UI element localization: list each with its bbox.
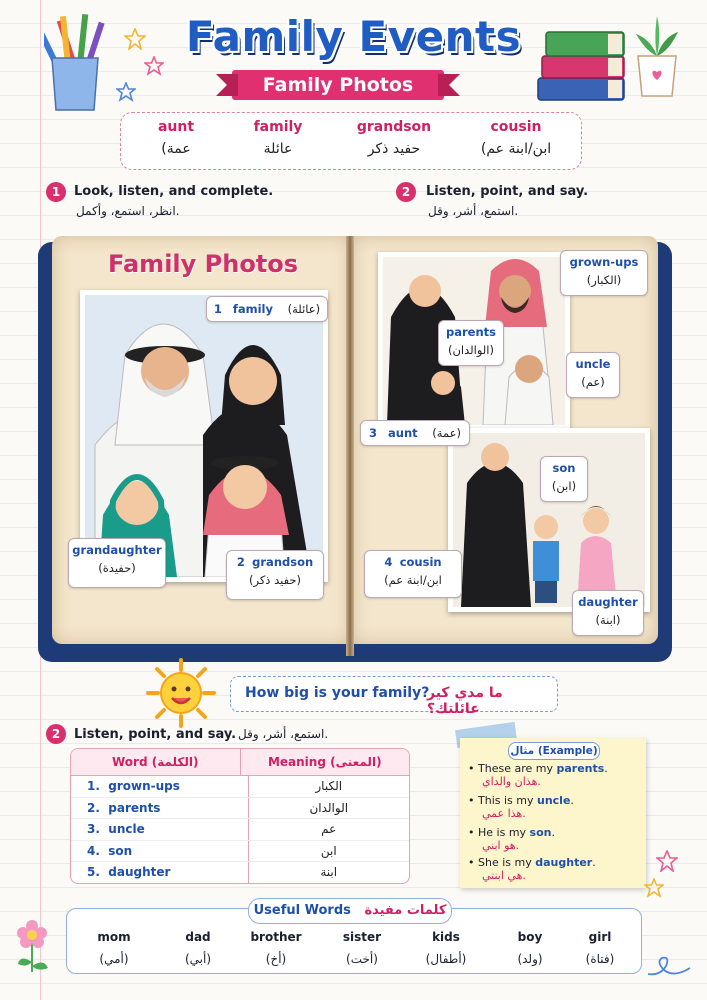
row-meaning: الوالدان (309, 800, 349, 815)
vocab-arabic: عائلة (263, 141, 293, 157)
label-number: 2 (236, 555, 245, 569)
row-word: grown-ups (108, 779, 180, 793)
vocab-arabic: (عمة (161, 141, 191, 157)
star-icon (656, 850, 678, 872)
label-number: 1 (213, 302, 222, 316)
row-number: 5. (87, 865, 100, 879)
example-item: • These are my parents. هذان والداي. (468, 762, 608, 788)
label-english: uncle (575, 357, 611, 371)
section-number-badge: 2 (46, 724, 66, 744)
question-arabic: ما مدي كير عائلتك؟ (427, 685, 503, 717)
example-text: She is my (478, 856, 536, 869)
label-arabic: (الكبار) (586, 273, 622, 287)
instruction-number-badge: 2 (396, 182, 416, 202)
example-arabic: هو ابني. (482, 839, 520, 852)
label-english: daughter (578, 595, 638, 609)
label-grown-ups (560, 250, 648, 296)
row-word: parents (108, 800, 161, 815)
table-row (71, 776, 409, 798)
useful-word-english: brother (250, 930, 302, 944)
label-family (206, 296, 328, 322)
useful-word-english: sister (342, 930, 382, 944)
row-meaning: عم (321, 822, 337, 836)
row-number: 3. (87, 822, 100, 836)
family-illustration (85, 295, 323, 577)
example-item: • She is my daughter. هي ابنتي. (468, 856, 596, 882)
useful-word-english: boy (517, 930, 543, 944)
label-number: 3 (369, 426, 378, 440)
book-spine (346, 236, 354, 656)
label-arabic: (حفيد ذكر) (248, 573, 302, 587)
star-icon (644, 878, 664, 898)
useful-word-arabic: (أبي) (184, 952, 212, 966)
label-granddaughter (68, 538, 166, 588)
header-word: Word (الكلمة) (71, 749, 241, 775)
useful-words-title-arabic: كلمات مفيدة (364, 903, 447, 918)
useful-word-arabic: (أخت) (346, 952, 378, 966)
useful-word (560, 930, 640, 966)
label-grandson (226, 550, 324, 600)
label-aunt (360, 420, 470, 446)
label-cousin (364, 550, 462, 598)
question-bubble (230, 676, 558, 717)
vocab-item (121, 119, 231, 157)
instruction-one-english: Look, listen, and complete. (74, 184, 274, 199)
example-keyword: uncle (536, 794, 571, 807)
useful-word-arabic: (أطفال) (425, 952, 467, 966)
useful-word-english: mom (97, 930, 131, 944)
instruction-two-english: Listen, point, and say. (426, 184, 589, 199)
label-uncle (566, 352, 620, 398)
swirl-doodle-icon (646, 950, 692, 980)
example-punct: . (570, 794, 574, 807)
book-heading: Family Photos (108, 250, 299, 278)
example-title: مثال (Example) (508, 742, 600, 760)
useful-word (158, 930, 238, 966)
instruction-number-badge: 1 (46, 182, 66, 202)
row-number: 4. (87, 843, 100, 858)
useful-word-arabic: (أمي) (99, 952, 129, 966)
example-arabic: هذا عمي. (482, 807, 526, 820)
useful-word (322, 930, 402, 966)
header-meaning: Meaning (المعنى) (267, 755, 382, 769)
row-meaning: الكبار (315, 779, 343, 793)
label-arabic: (الوالدان) (447, 343, 494, 357)
example-punct: . (604, 762, 608, 775)
vocabulary-box (120, 112, 582, 170)
word-meaning-table (70, 748, 410, 884)
label-arabic: (عائلة) (287, 302, 321, 316)
label-arabic: (ابن) (551, 479, 577, 493)
row-word: daughter (108, 865, 171, 879)
vocab-english: grandson (356, 119, 432, 135)
vocab-english: aunt (157, 119, 195, 135)
label-daughter (572, 590, 644, 636)
row-word: uncle (108, 822, 145, 836)
useful-word-english: kids (432, 930, 460, 944)
label-number: 4 (384, 555, 393, 569)
useful-word-arabic: (ولد) (517, 952, 543, 966)
example-arabic: هذان والداي. (482, 775, 541, 788)
row-meaning: ابنة (320, 865, 338, 879)
label-english: grandson (252, 555, 314, 569)
vocab-item (461, 119, 571, 157)
label-arabic: (عمة) (432, 426, 461, 440)
label-arabic: (ابنة) (595, 613, 621, 627)
label-parents (438, 320, 504, 366)
potted-plant-icon (632, 14, 682, 100)
vocab-english: cousin (490, 119, 542, 135)
example-text: This is my (478, 794, 537, 807)
label-arabic: (عم) (581, 375, 605, 389)
label-english: son (552, 461, 576, 475)
example-text: These are my (478, 762, 557, 775)
label-arabic: (ابن/ابنة عم (384, 573, 442, 587)
label-english: aunt (388, 426, 418, 440)
subtitle-ribbon: Family Photos (232, 70, 444, 100)
star-icon (116, 82, 136, 102)
label-son (540, 456, 588, 502)
label-english: family (232, 302, 273, 316)
flower-icon (12, 914, 58, 974)
example-keyword: son (529, 826, 552, 839)
question-english: How big is your family? (245, 685, 430, 701)
example-text: He is my (478, 826, 530, 839)
label-english: grandaughter (72, 543, 162, 557)
example-punct: . (551, 826, 555, 839)
table-row (71, 862, 409, 883)
example-item: • This is my uncle. هذا عمي. (468, 794, 574, 820)
row-word: son (108, 843, 133, 858)
useful-word-arabic: (فتاة) (585, 952, 615, 966)
section-two-arabic: استمع، أشر، وقل. (238, 727, 329, 741)
example-punct: . (592, 856, 596, 869)
useful-word-arabic: (أخ) (265, 952, 287, 966)
useful-word-english: dad (185, 930, 211, 944)
useful-words-title-english: Useful Words (253, 903, 351, 918)
label-english: cousin (399, 555, 442, 569)
example-arabic: هي ابنتي. (482, 869, 526, 882)
table-row (71, 819, 409, 841)
instruction-one-arabic: انظر، استمع، وأكمل. (76, 204, 180, 218)
row-meaning: ابن (320, 843, 337, 858)
instruction-two-arabic: استمع، أشر، وقل. (428, 204, 519, 218)
useful-word (74, 930, 154, 966)
useful-word-english: girl (588, 930, 612, 944)
example-keyword: daughter (535, 856, 593, 869)
row-number: 2. (87, 800, 100, 815)
section-two-english: Listen, point, and say. (74, 727, 237, 742)
example-keyword: parents (556, 762, 605, 775)
table-row (71, 798, 409, 820)
label-arabic: (حفيدة) (98, 561, 136, 575)
label-english: parents (446, 325, 496, 339)
sun-icon (146, 658, 216, 728)
label-english: grown-ups (569, 255, 639, 269)
vocab-item (339, 119, 449, 157)
vocab-arabic: حفيد ذكر (367, 141, 421, 157)
example-item: • He is my son. هو ابني. (468, 826, 555, 852)
vocab-english: family (253, 119, 303, 135)
row-number: 1. (87, 779, 100, 793)
useful-words-title (248, 898, 452, 924)
vocab-arabic: (ابن/ابنة عم (480, 141, 552, 157)
table-header (71, 749, 409, 776)
useful-word (406, 930, 486, 966)
table-row (71, 841, 409, 863)
useful-word (236, 930, 316, 966)
page-title: Family Events (185, 12, 522, 61)
example-sticky-note (460, 738, 646, 888)
stacked-books-icon (534, 20, 634, 106)
useful-word (490, 930, 570, 966)
vocab-item (223, 119, 333, 157)
